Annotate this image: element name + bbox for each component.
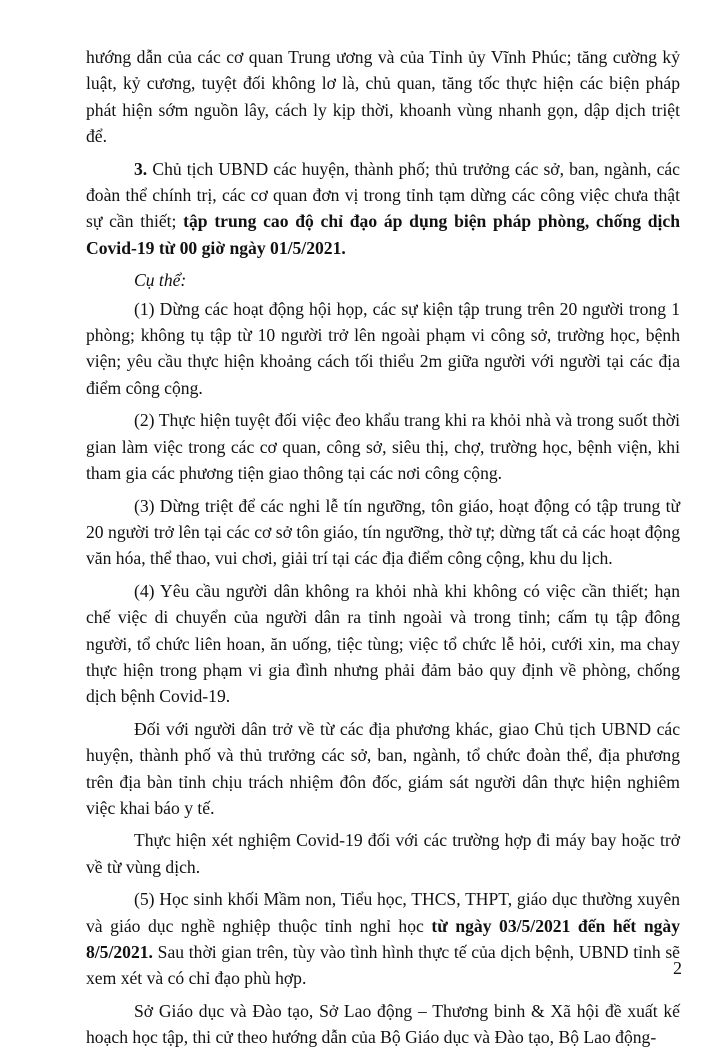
paragraph-text: Chủ tịch UBND các huyện, thành phố; thủ trưởng các sở, ban, ngành, các đoàn thể chính trị, các cơ quan đơn vị trong tỉnh tạm dừng các công việc chưa thật sự cần thiết;	[86, 158, 680, 232]
paragraph-returnees: Đối với người dân trở về từ các địa phương khác, giao Chủ tịch UBND các huyện, thành phố và thủ trưởng các sở, ban, ngành, tổ chức đoàn thể, địa phương trên địa bàn tỉnh chịu trách nhiệm đôn đốc, giám sát người dân thực hiện nghiêm việc khai báo y tế.	[86, 718, 680, 818]
paragraph-testing: Thực hiện xét nghiệm Covid-19 đối với các trường hợp đi máy bay hoặc trở về từ vùng dịch.	[86, 830, 680, 877]
bold-dates: từ ngày 03/5/2021 đến hết ngày 8/5/2021.	[86, 915, 680, 962]
paragraph-text: (5) Học sinh khối Mầm non, Tiểu học, THCS, THPT, giáo dục thường xuyên và giáo dục nghề nghiệp thuộc tỉnh nghỉ học	[86, 889, 680, 936]
paragraph-measure-5	[86, 886, 680, 992]
paragraph-continuation: hướng dẫn của các cơ quan Trung ương và của Tỉnh ủy Vĩnh Phúc; tăng cường kỷ luật, kỷ cương, tuyệt đối không lơ là, chủ quan, tăng tốc thực hiện các biện pháp phát hiện sớm nguồn lây, cách ly kịp thời, khoanh vùng nhanh gọn, dập dịch triệt để.	[86, 47, 680, 147]
page-number: 2	[673, 958, 682, 978]
document-body	[86, 44, 680, 1057]
item-number: 3.	[134, 158, 148, 179]
paragraph-measure-1: (1) Dừng các hoạt động hội họp, các sự kiện tập trung trên 20 người trong 1 phòng; không tụ tập từ 10 người trở lên ngoài phạm vi công sở, trường học, bệnh viện; yêu cầu thực hiện khoảng cách tối thiểu 2m giữa người với người tại các địa điểm công cộng.	[86, 298, 680, 398]
italic-label: Cụ thể:	[134, 270, 187, 291]
bold-directive: tập trung cao độ chỉ đạo áp dụng biện pháp phòng, chống dịch Covid-19 từ 00 giờ ngày 01/5/2021.	[86, 211, 680, 258]
paragraph-text: Sau thời gian trên, tùy vào tình hình thực tế của dịch bệnh, UBND tỉnh sẽ xem xét và có chỉ đạo phù hợp.	[86, 942, 680, 989]
paragraph-measure-4: (4) Yêu cầu người dân không ra khỏi nhà khi không có việc cần thiết; hạn chế việc di chuyển của người dân ra tỉnh ngoài và trong tỉnh; cấm tụ tập đông người, tổ chức liên hoan, ăn uống, tiệc tùng; việc tổ chức lễ hỏi, cưới xin, ma chay thực hiện trong phạm vi gia đình nhưng phải đảm bảo quy định về phòng, chống dịch bệnh Covid-19.	[86, 580, 680, 707]
paragraph-specifics-heading	[86, 267, 680, 293]
paragraph-item-3	[86, 156, 680, 262]
paragraph-measure-3: (3) Dừng triệt để các nghi lễ tín ngưỡng, tôn giáo, hoạt động có tập trung từ 20 người trở lên tại các cơ sở tôn giáo, tín ngưỡng, thờ tự; dừng tất cả các hoạt động văn hóa, thể thao, vui chơi, giải trí tại các địa điểm công cộng, khu du lịch.	[86, 495, 680, 569]
paragraph-measure-2: (2) Thực hiện tuyệt đối việc đeo khẩu trang khi ra khỏi nhà và trong suốt thời gian làm việc trong các cơ quan, công sở, siêu thị, chợ, trường học, bệnh viện, khi tham gia các phương tiện giao thông tại các nơi công cộng.	[86, 410, 680, 484]
paragraph-education-dept: Sở Giáo dục và Đào tạo, Sở Lao động – Thương binh & Xã hội đề xuất kế hoạch học tập, thi cử theo hướng dẫn của Bộ Giáo dục và Đào tạo, Bộ Lao động-	[86, 1000, 680, 1048]
